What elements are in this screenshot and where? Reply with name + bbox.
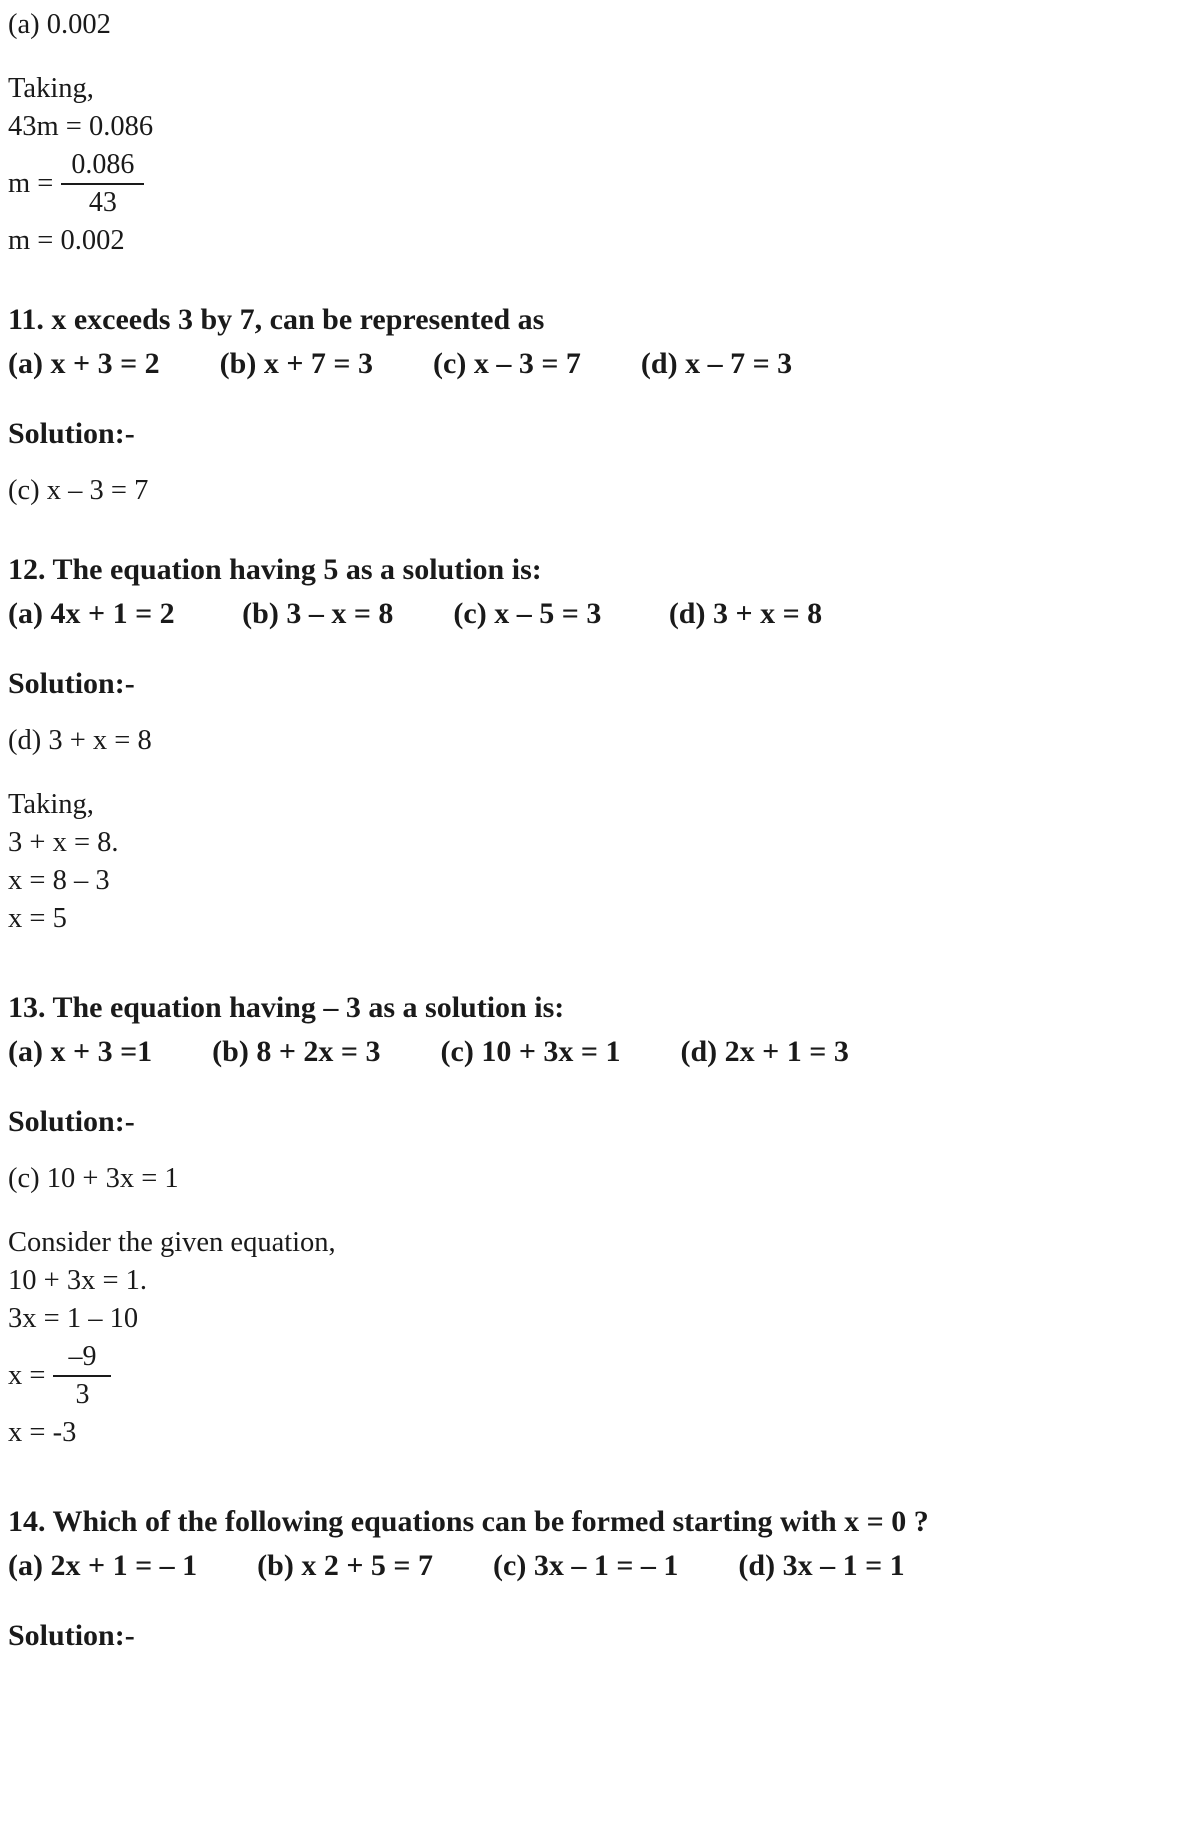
vertical-spacer — [8, 1074, 1121, 1100]
text-line: (c) 10 + 3x = 1 — [8, 1163, 179, 1194]
fraction-denominator: 3 — [75, 1379, 90, 1410]
text-line: (c) x – 3 = 7 — [8, 475, 149, 506]
answer-options: (a) x + 3 =1 (b) 8 + 2x = 3 (c) 10 + 3x = 1 (d) 2x + 1 = 3 — [8, 1035, 849, 1068]
vertical-spacer — [8, 706, 1121, 722]
vertical-spacer — [8, 636, 1121, 662]
answer-options: (a) 4x + 1 = 2 (b) 3 – x = 8 (c) x – 5 = 3 (d) 3 + x = 8 — [8, 597, 823, 630]
question-heading: 12. The equation having 5 as a solution is: — [8, 553, 542, 586]
vertical-spacer — [8, 1198, 1121, 1224]
text-line: Consider the given equation, — [8, 1227, 336, 1258]
fraction-numerator: 0.086 — [71, 149, 135, 180]
fraction-expression — [8, 1340, 1121, 1412]
solution-heading: Solution:- — [8, 1105, 135, 1138]
question-heading: 14. Which of the following equations can be formed starting with x = 0 ? — [8, 1505, 929, 1538]
vertical-spacer — [8, 386, 1121, 412]
vertical-spacer — [8, 1588, 1121, 1614]
vertical-spacer — [8, 1144, 1121, 1160]
text-line: m = 0.002 — [8, 225, 125, 256]
solution-heading: Solution:- — [8, 667, 135, 700]
text-line: Taking, — [8, 73, 94, 104]
question-heading: 13. The equation having – 3 as a solution is: — [8, 991, 565, 1024]
text-line: (a) 0.002 — [8, 9, 111, 40]
text-line: 3x = 1 – 10 — [8, 1303, 139, 1334]
fraction — [53, 1340, 111, 1412]
solution-heading: Solution:- — [8, 1619, 135, 1652]
text-line: 10 + 3x = 1. — [8, 1265, 148, 1296]
fraction — [61, 148, 144, 220]
fraction-denominator: 43 — [88, 187, 117, 218]
fraction-lead-text: m = — [8, 168, 54, 199]
text-line: 43m = 0.086 — [8, 111, 154, 142]
text-line: x = -3 — [8, 1417, 77, 1448]
text-line: (d) 3 + x = 8 — [8, 725, 152, 756]
text-line: Taking, — [8, 789, 94, 820]
text-line: 3 + x = 8. — [8, 827, 119, 858]
vertical-spacer — [8, 760, 1121, 786]
document-content — [8, 6, 1121, 1658]
vertical-spacer — [8, 1452, 1121, 1500]
answer-options: (a) 2x + 1 = – 1 (b) x 2 + 5 = 7 (c) 3x – 1 = – 1 (d) 3x – 1 = 1 — [8, 1549, 905, 1582]
fraction-lead-text: x = — [8, 1360, 46, 1391]
answer-options: (a) x + 3 = 2 (b) x + 7 = 3 (c) x – 3 = 7 (d) x – 7 = 3 — [8, 347, 793, 380]
vertical-spacer — [8, 510, 1121, 548]
question-heading: 11. x exceeds 3 by 7, can be represented as — [8, 303, 545, 336]
fraction-expression — [8, 148, 1121, 220]
text-line: x = 8 – 3 — [8, 865, 110, 896]
fraction-numerator: –9 — [68, 1341, 97, 1372]
vertical-spacer — [8, 456, 1121, 472]
text-line: x = 5 — [8, 903, 67, 934]
vertical-spacer — [8, 44, 1121, 70]
vertical-spacer — [8, 938, 1121, 986]
solution-heading: Solution:- — [8, 417, 135, 450]
vertical-spacer — [8, 260, 1121, 298]
